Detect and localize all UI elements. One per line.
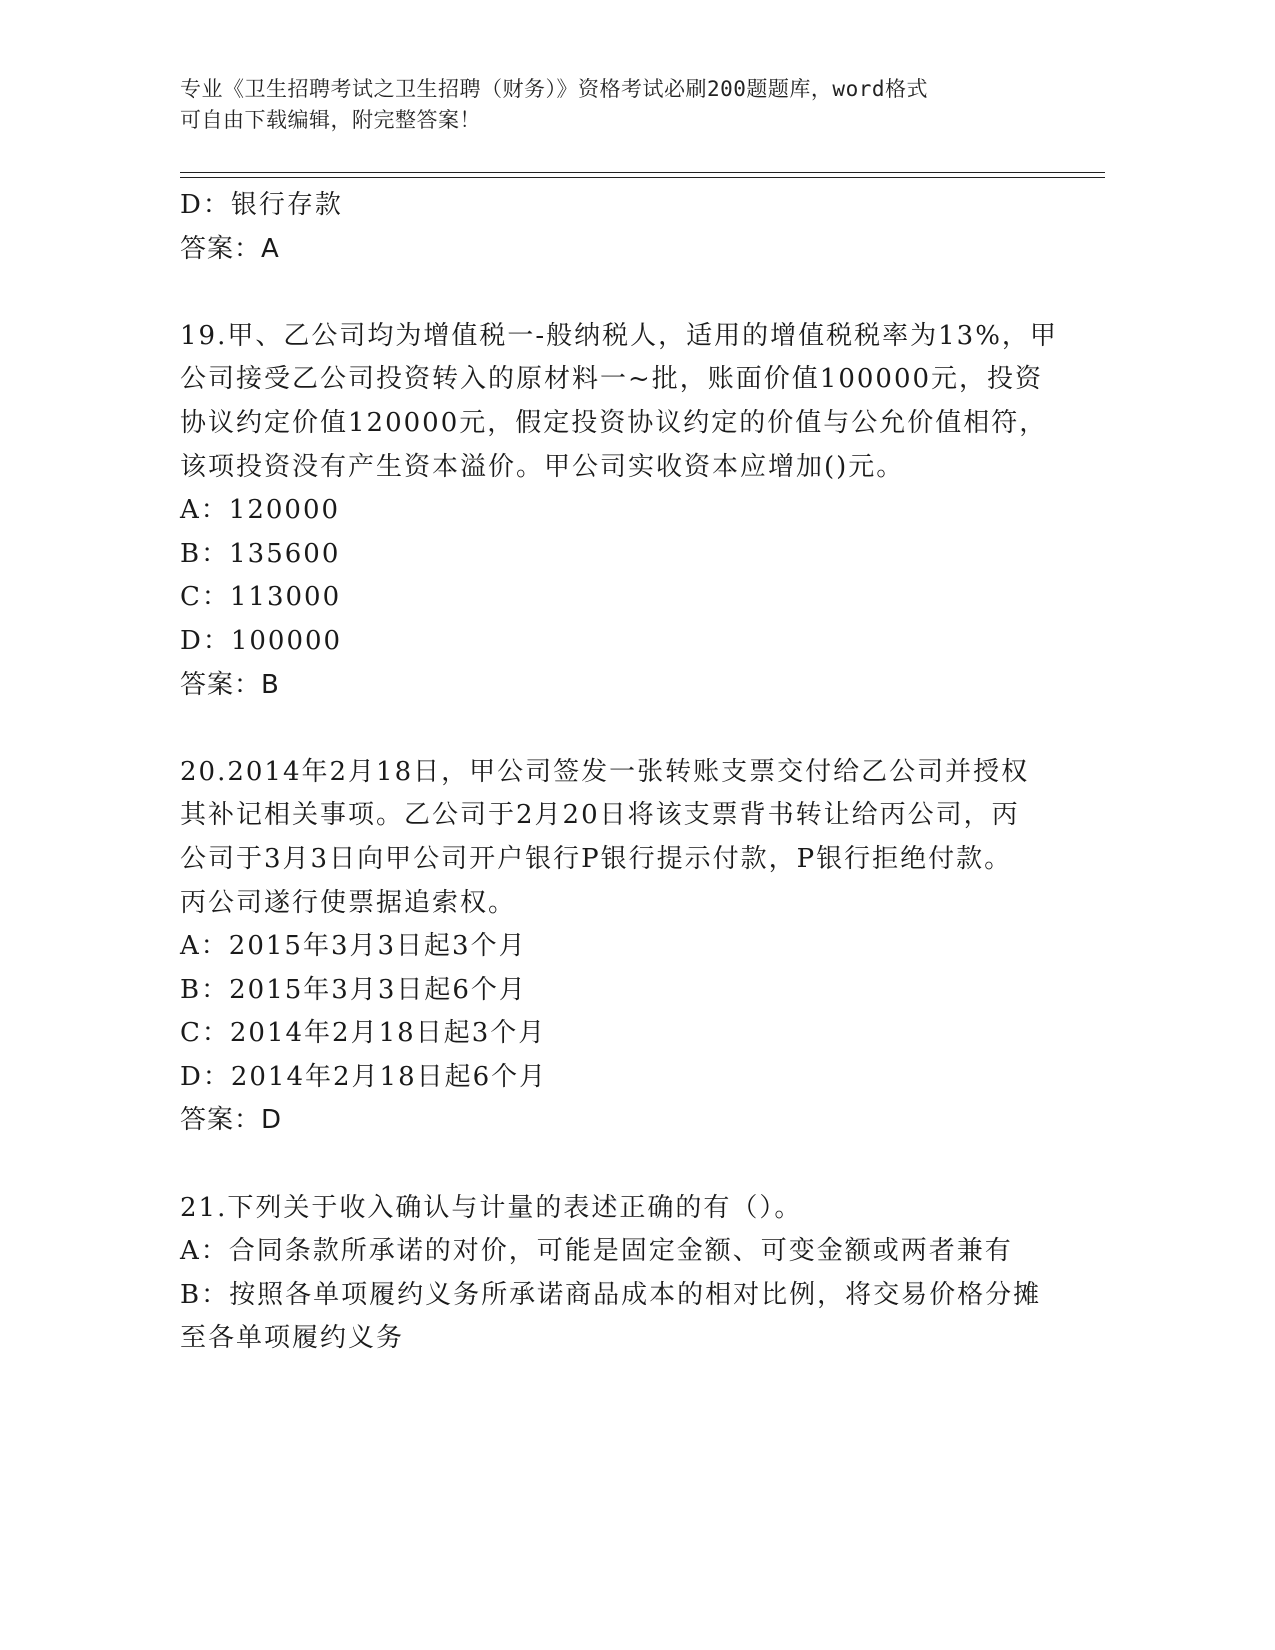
q19-option-c: C：113000 [180, 582, 342, 613]
q21-stem-line: 21.下列关于收入确认与计量的表述正确的有（）。 [180, 1192, 803, 1223]
question-21 [180, 1187, 1080, 1361]
question-20 [180, 751, 1080, 1143]
q20-stem-line: 公司于3月3日向甲公司开户银行P银行提示付款，P银行拒绝付款。 [180, 843, 1013, 874]
q20-option-a: A：2015年3月3日起3个月 [180, 931, 527, 962]
header-rule-bottom [180, 177, 1105, 178]
q19-stem-line: 19.甲、乙公司均为增值税一-般纳税人，适用的增值税税率为13%，甲 [180, 320, 1058, 351]
document-body [180, 184, 1080, 1361]
q20-option-c: C：2014年2月18日起3个月 [180, 1018, 547, 1049]
q20-stem-line: 20.2014年2月18日，甲公司签发一张转账支票交付给乙公司并授权 [180, 756, 1030, 787]
q19-option-a: A：120000 [180, 495, 341, 526]
spacer [180, 1143, 1080, 1187]
q19-option-b: B：135600 [180, 538, 341, 569]
page-header [180, 74, 1060, 136]
header-rule-top [180, 172, 1105, 173]
q21-option-b: B：按照各单项履约义务所承诺商品成本的相对比例，将交易价格分摊 [180, 1279, 1042, 1310]
q19-answer: 答案：B [180, 669, 280, 700]
spacer [180, 271, 1080, 315]
q19-stem-line: 该项投资没有产生资本溢价。甲公司实收资本应增加()元。 [180, 451, 905, 482]
header-line-2: 可自由下载编辑，附完整答案！ [180, 108, 481, 132]
q20-option-d: D：2014年2月18日起6个月 [180, 1061, 548, 1092]
prev-option-d: D：银行存款 [180, 190, 343, 220]
spacer [180, 707, 1080, 751]
q21-option-b-continued: 至各单项履约义务 [180, 1323, 405, 1354]
header-line-1: 专业《卫生招聘考试之卫生招聘（财务）》资格考试必刷200题题库，word格式 [180, 77, 928, 101]
q20-option-b: B：2015年3月3日起6个月 [180, 974, 527, 1005]
q20-answer: 答案：D [180, 1105, 283, 1136]
q21-option-a: A：合同条款所承诺的对价，可能是固定金额、可变金额或两者兼有 [180, 1236, 1013, 1267]
q19-stem-line: 协议约定价值120000元，假定投资协议约定的价值与公允价值相符， [180, 407, 1048, 438]
prev-answer: 答案：A [180, 233, 280, 264]
question-19 [180, 315, 1080, 707]
q19-option-d: D：100000 [180, 625, 343, 656]
q20-stem-line: 丙公司遂行使票据追索权。 [180, 887, 517, 918]
q20-stem-line: 其补记相关事项。乙公司于2月20日将该支票背书转让给丙公司，丙 [180, 800, 1020, 831]
q19-stem-line: 公司接受乙公司投资转入的原材料一~批，账面价值100000元，投资 [180, 364, 1044, 395]
